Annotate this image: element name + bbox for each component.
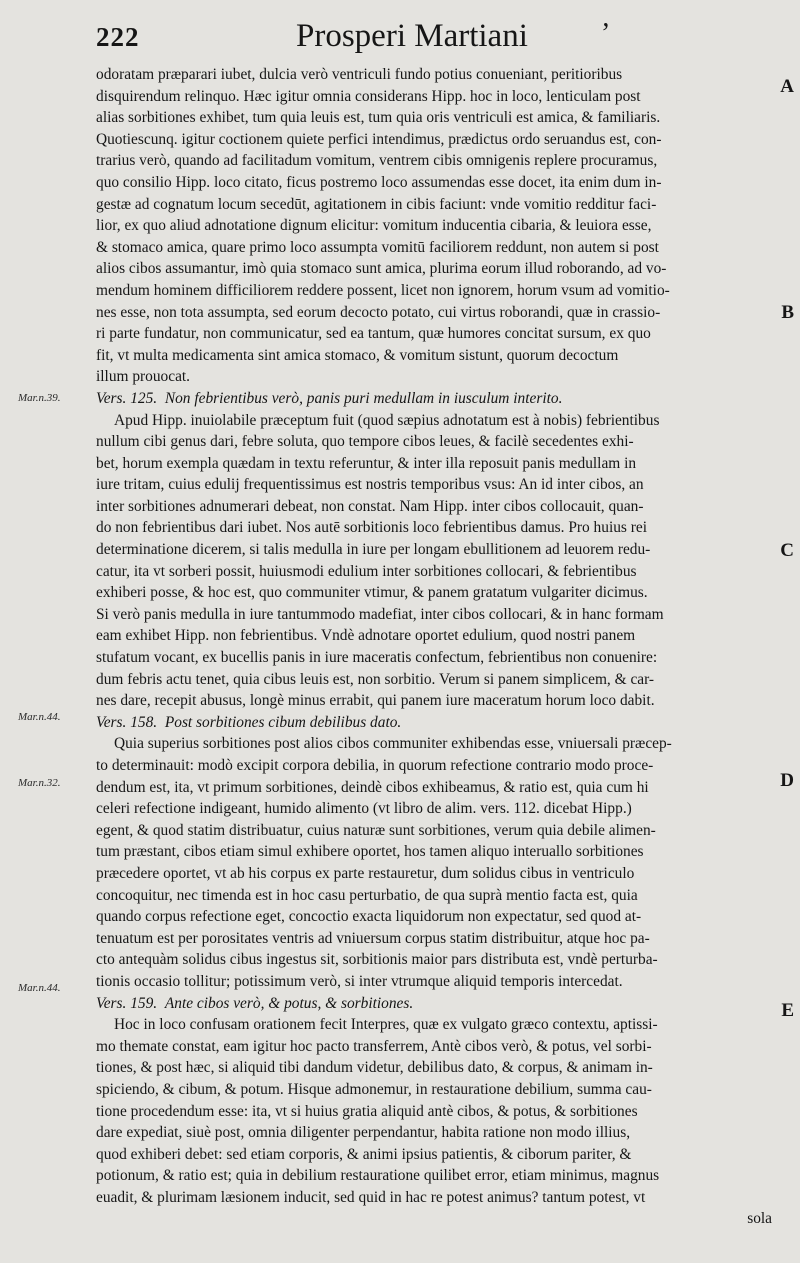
running-head: Prosperi Martiani <box>296 18 528 54</box>
text-line: nes esse, non tota assumpta, sed eorum decocto potato, cui virtus roborandi, quæ in crassio- <box>96 303 661 321</box>
text-line: illum prouocat. <box>96 368 191 386</box>
text-line: tionis occasio tollitur; potissimum verò, si inter vtrumque aliquid temporis intercedat. <box>96 972 623 990</box>
text-line: ri parte fundatur, non communicatur, sed ea tantum, quæ humores concitat sursum, ex quo <box>96 325 651 343</box>
text-line: exhiberi posse, & hoc est, quo communiter vtimur, & panem gratatum vulgariter dicimus. <box>96 584 648 602</box>
text-line: dendum est, ita, vt primum sorbitiones, deindè cibos exhibeamus, & ratio est, quia cum hi <box>96 778 649 796</box>
text-line: mo themate constat, eam igitur hoc pacto transferrem, Antè cibos verò, & potus, vel sorbi- <box>96 1037 652 1055</box>
text-line: tiones, & post hæc, si aliquid tibi dandum videtur, debilibus dato, & corpus, & animam in- <box>96 1059 653 1077</box>
text-line: iure tritam, cuius edulij frequentissimus est nostris temporibus vsus: An id inter cibos, an <box>96 476 644 494</box>
text-line: quo consilio Hipp. loco citato, ficus postremo loco assumendas esse docet, ita enim dum in- <box>96 173 662 191</box>
verse-text: Ante cibos verò, & potus, & sorbitiones. <box>164 994 414 1012</box>
verse-heading <box>96 993 772 1015</box>
catchword: sola <box>747 1210 772 1228</box>
text-line: potionum, & ratio est; quia in debilium restauratione quilibet error, etiam minimus, magnus <box>96 1167 660 1185</box>
text-line: disquirendum relinquo. Hæc igitur omnia considerans Hipp. hoc in loco, lenticulam post <box>96 87 641 105</box>
text-line: to determinauit: modò excipit corpora debilia, in quorum refectione contrario modo proce- <box>96 757 654 774</box>
text-line: fit, vt multa medicamenta sint amica stomaco, & vomitum sistunt, quorum decoctum <box>96 346 619 364</box>
text-line: lior, ex quo aliud adnotatione dignum elicitur: vomitum inducentia cibaria, & leuiora esse, <box>96 217 652 235</box>
margin-letter-e: E <box>781 1000 794 1021</box>
text-line: quando corpus refectione eget, concoctio exacta liquidorum non expectatur, sed quod at- <box>96 908 642 926</box>
text-line: stufatum vocant, ex bucellis panis in iure maceratis confectum, febrientibus non conuenire: <box>96 649 658 667</box>
text-line: alios cibos assumantur, imò quia stomaco sunt amica, plurima eorum illud roborando, ad vo- <box>96 260 667 278</box>
text-line: trarius verò, quando ad facilitadum vomitum, ventrem cibis omnigenis replere procuramus, <box>96 152 658 170</box>
text-line: nes dare, recepit abusus, longè minus errabit, qui panem iure maceratum horum loco dabit. <box>96 692 655 710</box>
margin-letter-c: C <box>780 540 794 561</box>
text-line: celeri refectione indigeant, humido alimento (vt libro de alim. vers. 112. dicebat Hipp.) <box>96 800 632 818</box>
text-line: præcedere oportet, vt ab his corpus ex parte restauretur, dum solidus cibus in ventriculo <box>96 864 635 882</box>
text-line: nullum cibi genus dari, febre soluta, quo tempore cibos leues, & facilè secedentes exhi- <box>96 433 634 451</box>
verse-text: Post sorbitiones cibum debilibus dato. <box>164 713 402 731</box>
text-line: inter sorbitiones adnumerari debeat, non constat. Nam Hipp. inter cibos collocauit, quan- <box>96 497 644 515</box>
margin-ref: Mar.n.32. <box>18 777 61 789</box>
text-line: dare expediat, siuè post, omnia diligenter perpendantur, habita ratione non modo illius, <box>96 1124 631 1142</box>
paragraph-section3 <box>96 733 772 992</box>
paragraph-section1 <box>96 64 772 388</box>
text-line: gestæ ad cognatum locum secedūt, agitationem in cibis faciunt: vnde vomitio redditur faci- <box>96 195 657 213</box>
text-line: euadit, & plurimam læsionem inducit, sed quid in hac re potest animus? tantum potest, vt <box>96 1188 646 1206</box>
verse-number: Vers. 158. <box>96 713 158 731</box>
page-header <box>96 18 772 64</box>
text-line: determinatione dicerem, si talis medulla in iure per longam ebullitionem ad leuorem redu- <box>96 541 651 559</box>
text-line: Quotiescunq. igitur coctionem quiete perfici intendimus, prædictus ordo seruandus est, con- <box>96 130 662 148</box>
text-line: odoratam præparari iubet, dulcia verò ventriculi fundo potius conueniant, peritioribus <box>96 66 623 83</box>
margin-ref: Mar.n.44. <box>18 982 61 994</box>
text-line: cto antequàm solidus cibus ingestus sit, sorbitionis maior pars distributa est, vndè perturba- <box>96 951 658 969</box>
text-line: mendum hominem difficiliorem reddere possent, licet non ignorem, horum vsum ad vomitio- <box>96 281 670 299</box>
text-line: tenuatum est per porositates ventris ad vniuersum corpus statim distribuitur, atque hoc pa- <box>96 929 650 947</box>
text-line: catur, ita vt sorberi possit, huiusmodi edulium inter sorbitiones collocari, & febrientibus <box>96 562 637 580</box>
text-line: Quia superius sorbitiones post alios cibos communiter exhibendas esse, vniuersali præcep- <box>114 735 672 753</box>
verse-number: Vers. 159. <box>96 994 158 1012</box>
text-line: eam exhibet Hipp. non febrientibus. Vndè adnotare oportet edulium, quod nostri panem <box>96 627 636 645</box>
verse-text: Non febrientibus verò, panis puri medullam in iusculum interito. <box>164 389 563 407</box>
margin-ref: Mar.n.39. <box>18 392 61 404</box>
verse-number: Vers. 125. <box>96 389 158 407</box>
text-line: tum præstant, cibos etiam simul exhibere oportet, hos tamen aliquo interuallo sorbitiones <box>96 843 644 861</box>
margin-letter-d: D <box>780 770 794 791</box>
verse-heading <box>96 388 772 410</box>
text-line: quod exhiberi debet: sed etiam corporis, & animi ipsius patientis, & ciborum pariter, & <box>96 1145 632 1163</box>
text-line: concoquitur, nec timenda est in hoc casu perturbatio, de qua suprà mentio facta est, quia <box>96 886 638 904</box>
margin-letter-b: B <box>781 302 794 323</box>
text-line: tione procedendum esse: ita, vt si huius gratia aliquid antè cibos, & potus, & sorbitiones <box>96 1102 638 1120</box>
page-number: 222 <box>96 22 140 52</box>
text-line: dum febris actu tenet, quia cibus leuis est, non sorbitio. Verum si panem simplicem, & car- <box>96 670 655 688</box>
margin-ref: Mar.n.44. <box>18 711 61 723</box>
paragraph-section4 <box>96 1014 772 1208</box>
text-line: Hoc in loco confusam orationem fecit Interpres, quæ ex vulgato græco contextu, aptissi- <box>114 1016 658 1034</box>
text-line: spiciendo, & cibum, & potum. Hisque admonemur, in restauratione debilium, summa cau- <box>96 1080 652 1098</box>
text-line: bet, horum exempla quædam in textu referuntur, & inter illa reposuit panis medullam in <box>96 454 637 472</box>
text-line: Apud Hipp. inuiolabile præceptum fuit (quod sæpius adnotatum est à nobis) febrientibus <box>114 411 660 429</box>
verse-heading <box>96 712 772 734</box>
text-line: do non febrientibus dari iubet. Nos autē sorbitionis loco febrientibus damus. Pro huius rei <box>96 519 647 537</box>
text-line: & stomaco amica, quare primo loco assumpta vomitū faciliorem reddunt, non autem si post <box>96 238 659 256</box>
margin-letter-a: A <box>780 76 794 97</box>
header-mark: ʼ <box>601 18 611 49</box>
body-text <box>96 64 772 1230</box>
text-line: Si verò panis medulla in iure tantummodo madefiat, inter cibos collocari, & in hanc formam <box>96 605 664 623</box>
text-line: egent, & quod statim distribuatur, cuius naturæ sunt sorbitiones, verum quia debile alimen- <box>96 821 656 839</box>
paragraph-section2 <box>96 410 772 712</box>
text-line: alias sorbitiones exhibet, tum quia leuis est, tum quia oris ventriculi est amica, & familiaris. <box>96 109 661 127</box>
